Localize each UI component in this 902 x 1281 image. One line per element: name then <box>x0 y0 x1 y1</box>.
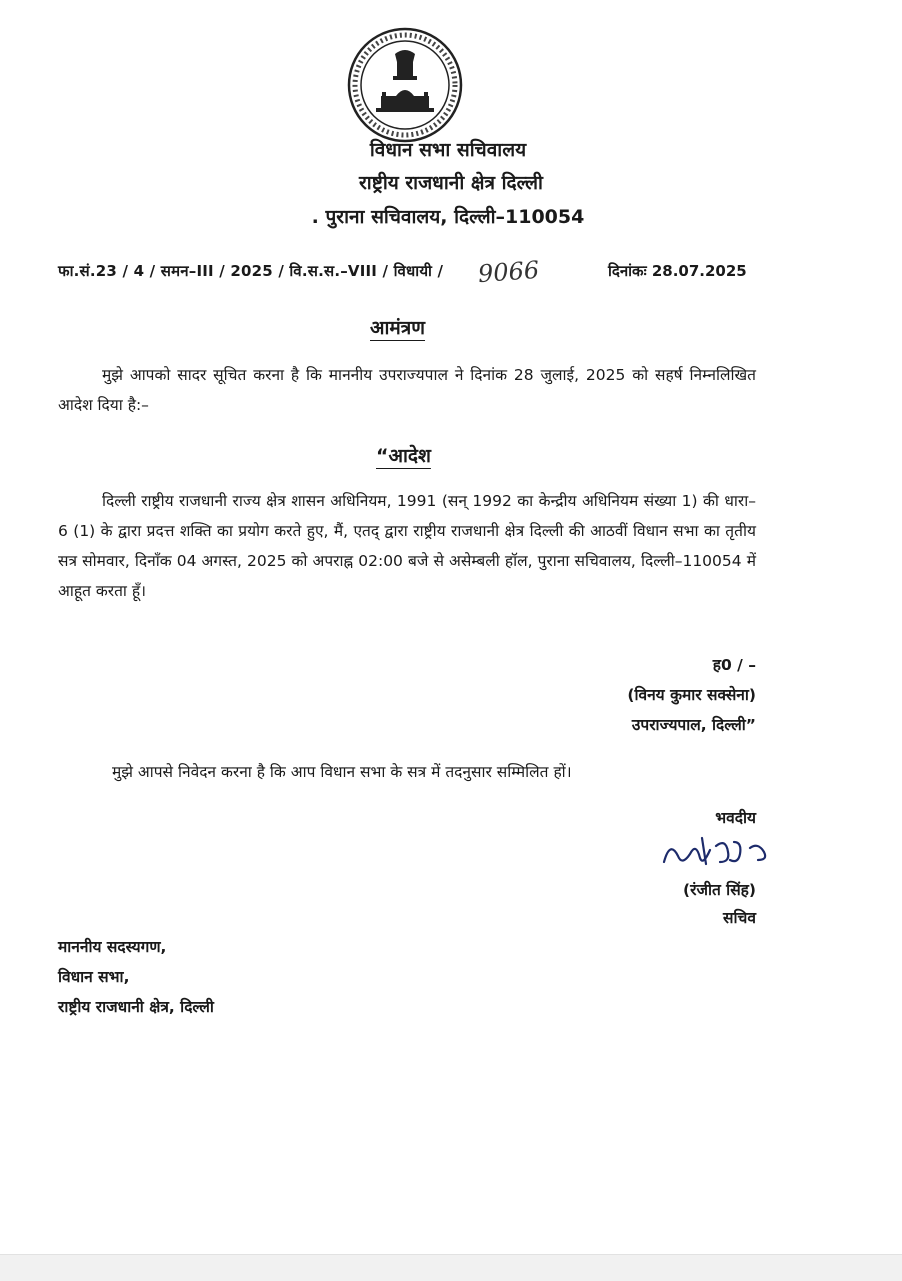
closing-regards: भवदीय <box>715 809 756 827</box>
letter-date: दिनांकः 28.07.2025 <box>608 262 747 280</box>
handwritten-signature <box>658 828 778 876</box>
secretariat-title: विधान सभा सचिवालय <box>369 139 527 161</box>
secretariat-address: . पुराना सचिवालय, दिल्ली–110054 <box>311 206 585 228</box>
order-heading: “आदेश <box>376 445 431 467</box>
scan-bottom-edge <box>0 1254 902 1281</box>
invitation-paragraph: मुझे आपको सादर सूचित करना है कि माननीय उपराज्यपाल ने दिनांक 28 जुलाई, 2025 को सहर्ष निम्नलिखित आदेश दिया है:– <box>58 366 756 414</box>
lg-name: (विनय कुमार सक्सेना) <box>627 686 756 704</box>
addressee-line-2: विधान सभा, <box>58 968 130 986</box>
assembly-seal-emblem <box>346 26 464 144</box>
secretary-name: (रंजीत सिंह) <box>683 881 756 899</box>
lg-designation: उपराज्यपाल, दिल्ली” <box>631 716 756 734</box>
invitation-heading: आमंत्रण <box>370 317 426 339</box>
request-paragraph: मुझे आपसे निवेदन करना है कि आप विधान सभा के सत्र में तदनुसार सम्मिलित हों। <box>112 763 572 781</box>
addressee-block <box>58 932 214 1022</box>
order-paragraph: दिल्ली राष्ट्रीय राजधानी राज्य क्षेत्र शासन अधिनियम, 1991 (सन् 1992 का केन्द्रीय अधिनियम संख्या 1) की धारा–6 (1) के द्वारा प्रदत्त शक्ति का प्रयोग करते हुए, मैं, एतद् द्वारा राष्ट्रीय राजधानी क्षेत्र दिल्ली की आठवीं विधान सभा का तृतीय सत्र सोमवार, दिनाँक 04 अगस्त, 2025 को अपराह्न 02:00 बजे से असेम्बली हॉल, पुराना सचिवालय, दिल्ली–110054 में आहूत करता हूँ। <box>58 492 756 600</box>
signed-mark: ह0 / – <box>712 656 756 674</box>
addressee-line-3: राष्ट्रीय राजधानी क्षेत्र, दिल्ली <box>58 998 214 1016</box>
nct-title: राष्ट्रीय राजधानी क्षेत्र दिल्ली <box>359 172 543 194</box>
handwritten-dispatch-number: 9066 <box>477 255 540 289</box>
addressee-line-1: माननीय सदस्यगण, <box>58 938 167 956</box>
file-number: फा.सं.23 / 4 / समन–III / 2025 / वि.स.स.–VIII / विधायी / <box>58 262 444 280</box>
secretary-designation: सचिव <box>723 909 756 927</box>
lg-signature-block <box>627 650 756 740</box>
